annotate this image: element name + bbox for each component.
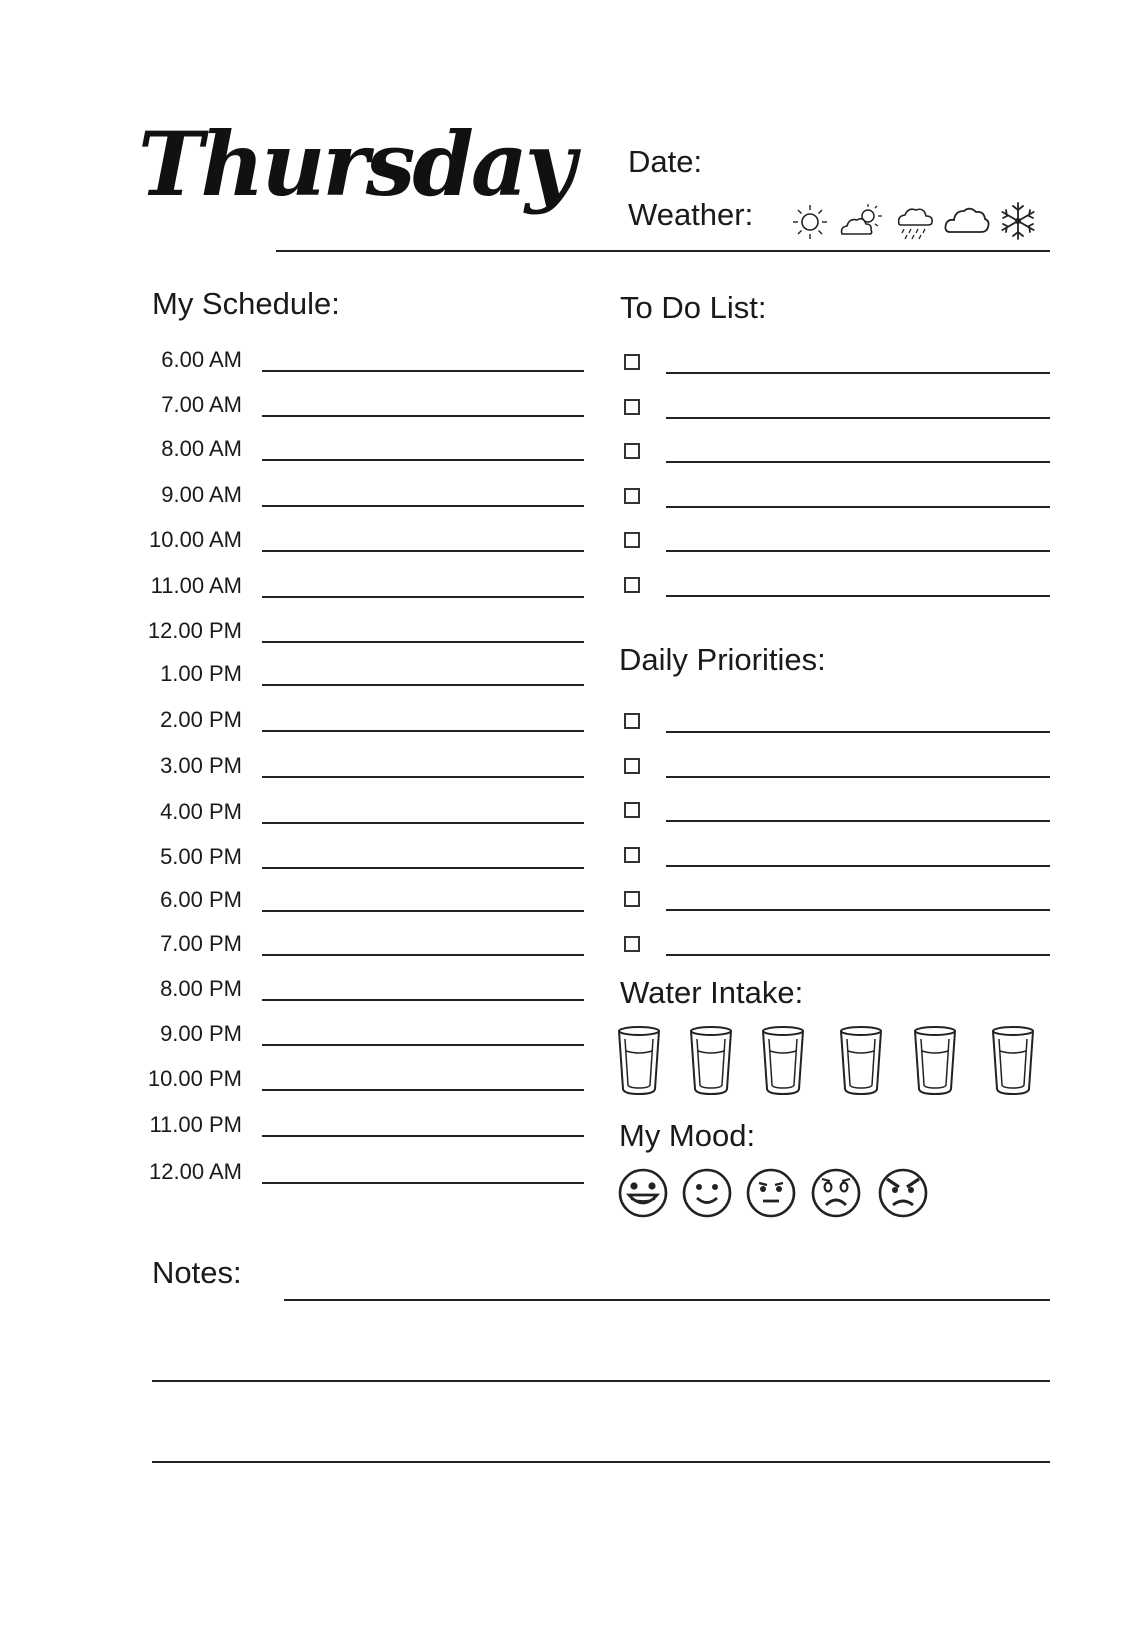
schedule-title: My Schedule: xyxy=(152,286,340,321)
schedule-time: 12.00 PM xyxy=(147,618,242,643)
schedule-time: 10.00 AM xyxy=(149,527,242,552)
schedule-time: 7.00 AM xyxy=(161,392,242,417)
schedule-time: 1.00 PM xyxy=(160,661,242,686)
todo-checkbox[interactable] xyxy=(624,488,640,504)
schedule-entry-line[interactable] xyxy=(262,910,584,912)
todo-entry-line[interactable] xyxy=(666,595,1050,597)
schedule-entry-line[interactable] xyxy=(262,1044,584,1046)
schedule-time: 10.00 PM xyxy=(147,1066,242,1091)
schedule-entry-line[interactable] xyxy=(262,954,584,956)
water-glass-icon[interactable] xyxy=(688,1025,734,1097)
snowflake-icon[interactable] xyxy=(997,200,1039,242)
priority-entry-line[interactable] xyxy=(666,865,1050,867)
schedule-entry-line[interactable] xyxy=(262,867,584,869)
todo-entry-line[interactable] xyxy=(666,417,1050,419)
rain-icon[interactable] xyxy=(894,202,936,244)
schedule-entry-line[interactable] xyxy=(262,550,584,552)
water-glass-icon[interactable] xyxy=(616,1025,662,1097)
schedule-time: 8.00 PM xyxy=(160,976,242,1001)
priority-checkbox[interactable] xyxy=(624,936,640,952)
schedule-time: 8.00 AM xyxy=(161,436,242,461)
schedule-entry-line[interactable] xyxy=(262,1182,584,1184)
sad-face-icon[interactable] xyxy=(810,1167,862,1219)
todo-entry-line[interactable] xyxy=(666,550,1050,552)
priorities-title: Daily Priorities: xyxy=(619,642,826,677)
schedule-entry-line[interactable] xyxy=(262,822,584,824)
priority-entry-line[interactable] xyxy=(666,731,1050,733)
priority-checkbox[interactable] xyxy=(624,802,640,818)
laughing-face-icon[interactable] xyxy=(617,1167,669,1219)
date-label: Date: xyxy=(628,144,703,179)
schedule-time: 3.00 PM xyxy=(160,753,242,778)
partly-cloudy-icon[interactable] xyxy=(838,202,886,242)
schedule-entry-line[interactable] xyxy=(262,596,584,598)
weather-label: Weather: xyxy=(628,197,754,232)
sun-icon[interactable] xyxy=(790,202,830,242)
water-glass-icon[interactable] xyxy=(990,1025,1036,1097)
priority-entry-line[interactable] xyxy=(666,909,1050,911)
schedule-entry-line[interactable] xyxy=(262,684,584,686)
schedule-entry-line[interactable] xyxy=(262,730,584,732)
priority-checkbox[interactable] xyxy=(624,847,640,863)
notes-line[interactable] xyxy=(152,1380,1050,1382)
schedule-time: 9.00 PM xyxy=(160,1021,242,1046)
schedule-entry-line[interactable] xyxy=(262,641,584,643)
todo-checkbox[interactable] xyxy=(624,354,640,370)
schedule-entry-line[interactable] xyxy=(262,459,584,461)
todo-checkbox[interactable] xyxy=(624,532,640,548)
schedule-entry-line[interactable] xyxy=(262,999,584,1001)
neutral-face-icon[interactable] xyxy=(745,1167,797,1219)
schedule-time: 2.00 PM xyxy=(160,707,242,732)
schedule-time: 12.00 AM xyxy=(149,1159,242,1184)
schedule-entry-line[interactable] xyxy=(262,370,584,372)
header-divider xyxy=(276,250,1050,252)
water-glass-icon[interactable] xyxy=(838,1025,884,1097)
todo-title: To Do List: xyxy=(620,290,767,325)
angry-face-icon[interactable] xyxy=(877,1167,929,1219)
water-title: Water Intake: xyxy=(620,975,804,1010)
schedule-entry-line[interactable] xyxy=(262,776,584,778)
schedule-time: 7.00 PM xyxy=(160,931,242,956)
todo-entry-line[interactable] xyxy=(666,461,1050,463)
priority-entry-line[interactable] xyxy=(666,776,1050,778)
schedule-time: 6.00 PM xyxy=(160,887,242,912)
smiling-face-icon[interactable] xyxy=(681,1167,733,1219)
cloud-icon[interactable] xyxy=(943,202,991,240)
notes-line[interactable] xyxy=(284,1299,1050,1301)
priority-entry-line[interactable] xyxy=(666,820,1050,822)
schedule-entry-line[interactable] xyxy=(262,505,584,507)
schedule-time: 11.00 AM xyxy=(150,573,242,598)
priority-entry-line[interactable] xyxy=(666,954,1050,956)
water-glass-icon[interactable] xyxy=(912,1025,958,1097)
notes-line[interactable] xyxy=(152,1461,1050,1463)
todo-checkbox[interactable] xyxy=(624,399,640,415)
priority-checkbox[interactable] xyxy=(624,891,640,907)
todo-checkbox[interactable] xyxy=(624,577,640,593)
schedule-time: 5.00 PM xyxy=(160,844,242,869)
schedule-time: 9.00 AM xyxy=(161,482,242,507)
schedule-time: 4.00 PM xyxy=(160,799,242,824)
notes-title: Notes: xyxy=(152,1255,242,1290)
todo-entry-line[interactable] xyxy=(666,506,1050,508)
water-glass-icon[interactable] xyxy=(760,1025,806,1097)
priority-checkbox[interactable] xyxy=(624,758,640,774)
todo-checkbox[interactable] xyxy=(624,443,640,459)
priority-checkbox[interactable] xyxy=(624,713,640,729)
todo-entry-line[interactable] xyxy=(666,372,1050,374)
day-title: Thursday xyxy=(138,112,574,216)
schedule-entry-line[interactable] xyxy=(262,415,584,417)
mood-title: My Mood: xyxy=(619,1118,756,1153)
schedule-entry-line[interactable] xyxy=(262,1135,584,1137)
schedule-entry-line[interactable] xyxy=(262,1089,584,1091)
schedule-time: 11.00 PM xyxy=(149,1112,242,1137)
schedule-time: 6.00 AM xyxy=(161,347,242,372)
